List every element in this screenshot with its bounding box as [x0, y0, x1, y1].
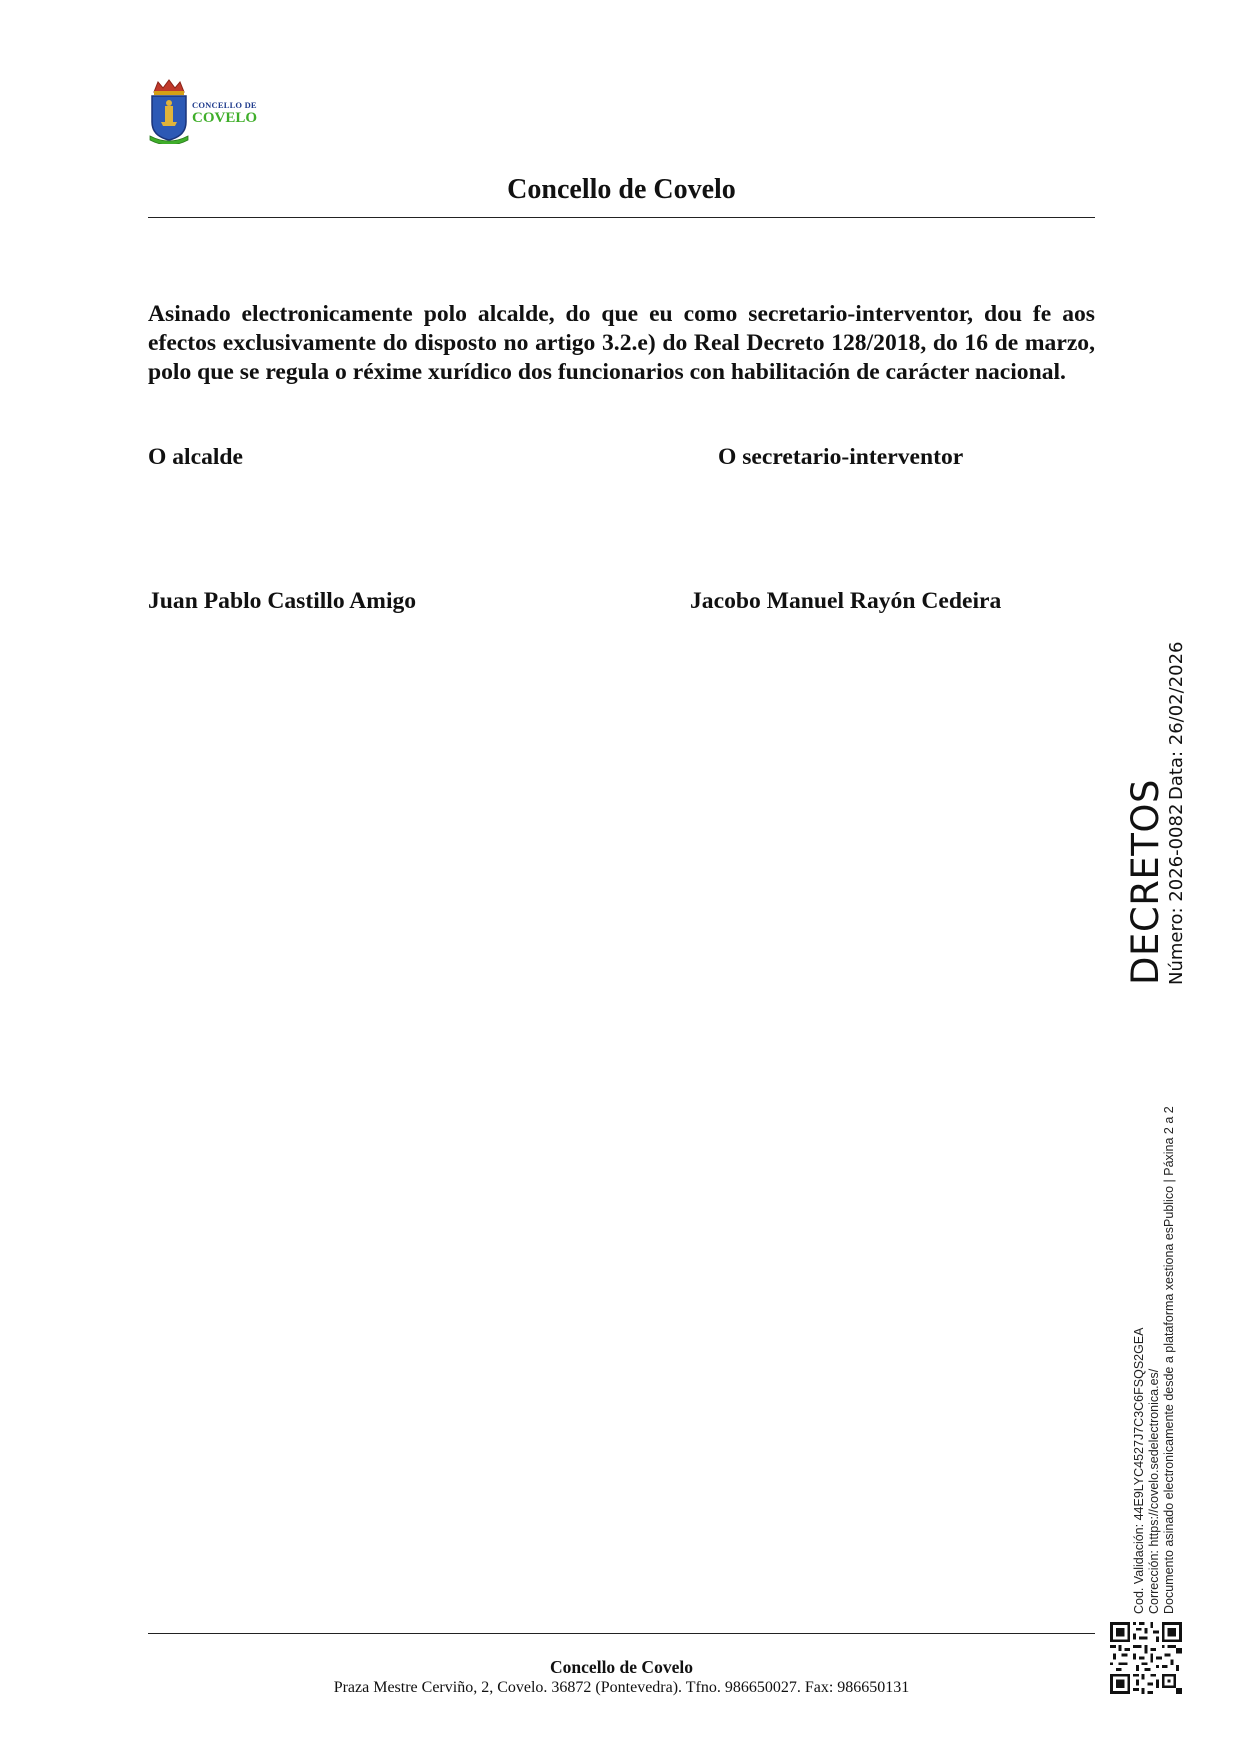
decree-number: Número: 2026-0082	[1166, 803, 1187, 985]
footer-divider	[148, 1633, 1095, 1634]
municipality-logo	[148, 78, 268, 148]
coat-of-arms-icon	[148, 78, 190, 144]
logo-text-bottom: COVELO	[192, 110, 258, 126]
signer-role-secretary: O secretario-interventor	[718, 444, 964, 470]
page-title: Concello de Covelo	[507, 174, 736, 205]
validation-note: Documento asinado electronicamente desde a plataforma xestiona esPublico | Páxina 2 a 2	[1162, 1106, 1176, 1614]
footer-title: Concello de Covelo	[550, 1657, 693, 1677]
signer-name-secretary: Jacobo Manuel Rayón Cedeira	[690, 588, 1002, 614]
signer-name-mayor: Juan Pablo Castillo Amigo	[148, 588, 417, 614]
validation-url: Corrección: https://covelo.sedelectronica.es/	[1147, 1368, 1161, 1614]
validation-block	[1132, 1106, 1177, 1614]
footer-address: Praza Mestre Cerviño, 2, Covelo. 36872 (Pontevedra). Tfno. 986650027. Fax: 986650131	[333, 1679, 910, 1696]
signer-role-mayor: O alcalde	[148, 444, 244, 470]
validation-code: Cod. Validación: 44E9LYC4527J7C3C6FSQS2GEA	[1132, 1327, 1146, 1614]
qr-code-icon	[1110, 1622, 1182, 1694]
certification-paragraph: Asinado electronicamente polo alcalde, do que eu como secretario-interventor, dou fe aos efectos exclusivamente do disposto no artigo 3.2.e) do Real Decreto 128/2018, do 16 de marzo, polo que se regula o réxime xurídico dos funcionarios con habilitación de carácter nacional.	[148, 301, 1095, 385]
decree-stamp-title: DECRETOS	[1124, 778, 1167, 985]
logo-text-top: CONCELLO DE	[192, 100, 257, 110]
decree-date: Data: 26/02/2026	[1166, 641, 1187, 800]
header-divider	[148, 217, 1095, 218]
